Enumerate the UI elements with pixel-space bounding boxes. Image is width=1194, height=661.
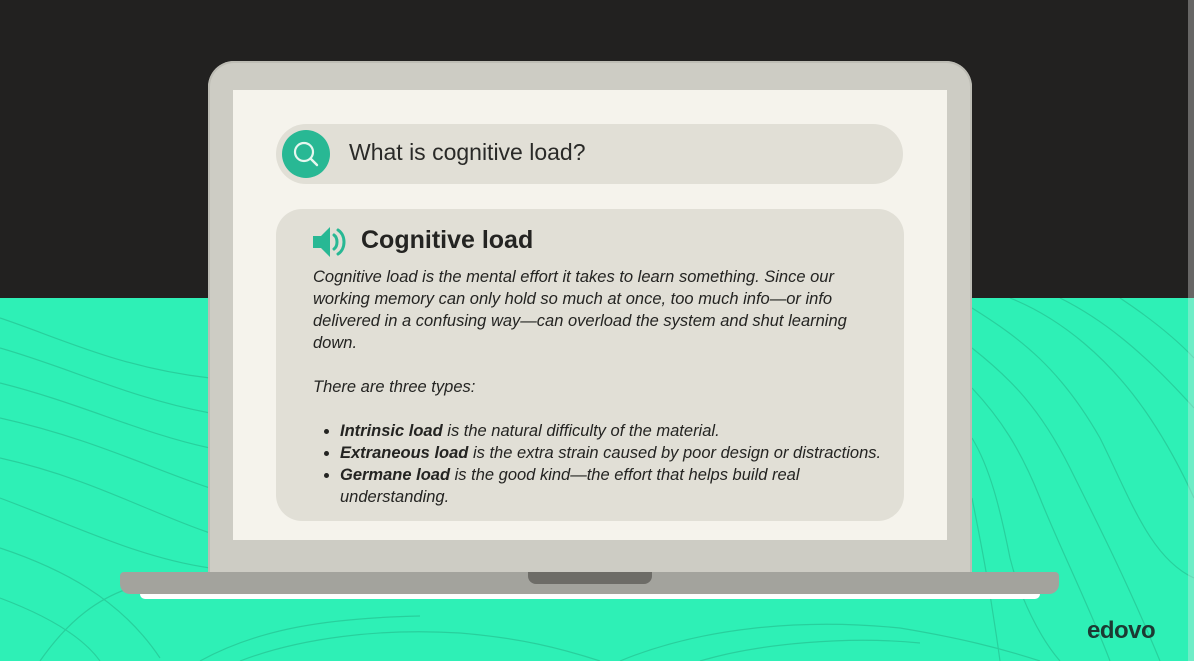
search-icon (291, 139, 321, 169)
type-term: Extraneous load (340, 444, 469, 462)
list-item (340, 442, 883, 464)
type-desc: is the natural difficulty of the material. (442, 422, 720, 440)
type-term: Germane load (340, 466, 451, 484)
type-term: Intrinsic load (340, 422, 443, 440)
search-query-text[interactable]: What is cognitive load? (349, 139, 586, 165)
list-item (340, 420, 883, 442)
type-desc: is the extra strain caused by poor design or distractions. (468, 444, 882, 462)
answer-intro: There are three types: (313, 378, 476, 396)
laptop-base-edge (140, 594, 1040, 599)
types-list (313, 420, 883, 508)
speaker-icon[interactable] (312, 224, 350, 260)
answer-paragraph: Cognitive load is the mental effort it takes to learn something. Since our working memory can only hold so much at once, too much info—or info delivered in a confusing way—can overload the system and shut learning down. (313, 268, 847, 352)
edovo-logo: edovo (1087, 617, 1156, 644)
answer-body (313, 266, 883, 508)
type-desc: is the good kind—the effort that helps build real understanding. (340, 466, 800, 506)
answer-title: Cognitive load (361, 226, 534, 254)
list-item (340, 464, 883, 508)
laptop-hinge-notch (528, 572, 652, 584)
search-button[interactable] (282, 130, 330, 178)
right-edge-strip (1188, 0, 1194, 661)
